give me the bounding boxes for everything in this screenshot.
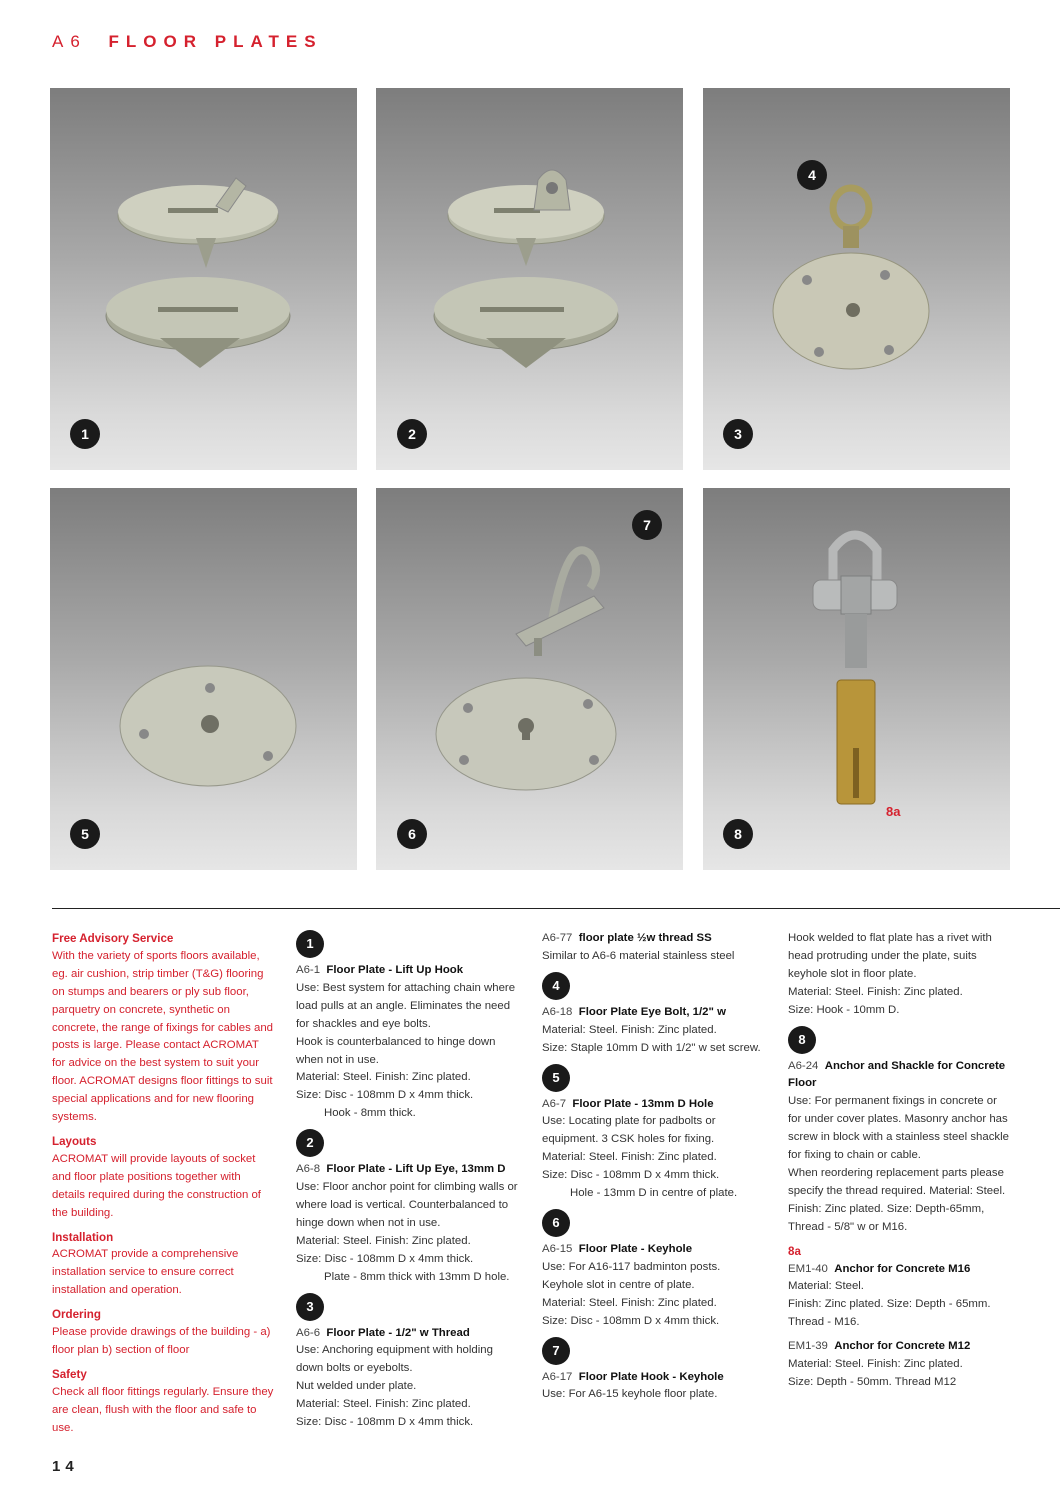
- product-name: floor plate ½w thread SS: [578, 932, 712, 944]
- photo-badge-6: 6: [397, 819, 427, 849]
- product-line: Material: Steel.: [788, 1280, 864, 1293]
- product-a6-77: [542, 930, 764, 966]
- product-a6-6: [296, 1325, 521, 1432]
- product-code: A6-15: [542, 1242, 573, 1255]
- info-text: Please provide drawings of the building - a) floor plan b) section of floor: [52, 1326, 271, 1356]
- product-name: Floor Plate - Lift Up Hook: [326, 964, 464, 976]
- product-a6-1: [296, 962, 521, 1123]
- product-badge-6: 6: [542, 1209, 570, 1237]
- product-line: Size: Staple 10mm D with 1/2" w set screw.: [542, 1041, 761, 1054]
- product-badge-3: 3: [296, 1293, 324, 1321]
- product-line: Size: Disc - 108mm D x 4mm thick.: [296, 1416, 474, 1429]
- info-heading: Installation: [52, 1230, 114, 1244]
- product-name: Anchor and Shackle for Concrete Floor: [788, 1059, 1006, 1090]
- section-divider: [52, 908, 1060, 909]
- info-section-installation: [52, 1229, 274, 1301]
- product-line: Size: Depth - 50mm. Thread M12: [788, 1375, 957, 1388]
- product-code: EM1-40: [788, 1262, 828, 1275]
- info-section-ordering: [52, 1306, 274, 1360]
- product-line: Size: Disc - 108mm D x 4mm thick.: [542, 1169, 720, 1182]
- product-name: Anchor for Concrete M12: [834, 1340, 971, 1353]
- product-em1-40: [788, 1261, 1010, 1333]
- photo-badge-4: 4: [797, 160, 827, 190]
- photo-lift-up-hook: [50, 88, 357, 470]
- anchor-shackle-illustration: [703, 488, 1010, 870]
- photo-badge-3: 3: [723, 419, 753, 449]
- info-heading: Ordering: [52, 1308, 101, 1322]
- info-section-layouts: [52, 1133, 274, 1223]
- photo-badge-8: 8: [723, 819, 753, 849]
- product-line: Material: Steel. Finish: Zinc plated.: [542, 1023, 717, 1036]
- photo-badge-1: 1: [70, 419, 100, 449]
- info-section-advisory: [52, 930, 274, 1127]
- product-label-8a: 8a: [788, 1244, 801, 1258]
- product-line: Use: Locating plate for padbolts or equipment. 3 CSK holes for fixing.: [542, 1115, 716, 1146]
- product-line: Nut welded under plate.: [296, 1380, 417, 1393]
- product-line: When reordering replacement parts please specify the thread required. Material: Steel. Finish: Zinc plated. Size: Depth-65mm, Thread - 5/8" w or M16.: [788, 1166, 1006, 1233]
- product-name: Floor Plate Eye Bolt, 1/2" w: [578, 1005, 726, 1018]
- section-code: A6: [52, 32, 87, 51]
- product-line: Hook - 8mm thick.: [324, 1107, 416, 1120]
- product-name: Floor Plate - 1/2" w Thread: [326, 1326, 470, 1339]
- product-line: Hole - 13mm D in centre of plate.: [570, 1187, 738, 1200]
- photo-badge-5: 5: [70, 819, 100, 849]
- product-line: Hook is counterbalanced to hinge down when not in use.: [296, 1035, 496, 1066]
- photo-lift-up-eye: [376, 88, 683, 470]
- product-code: A6-17: [542, 1370, 573, 1383]
- photo-13mm-hole-plate: [50, 488, 357, 870]
- info-text: With the variety of sports floors available, eg. air cushion, strip timber (T&G) flooring on stumps and bearers or ply sub floor, parquetry on concrete, synthetic on concrete, the range of fixings for cables and posts is large. Please contact ACROMAT for advice on the best system to suit your floor. ACROMAT designs floor fittings to suit special applications and for new flooring systems.: [52, 949, 273, 1124]
- product-a6-8: [296, 1161, 521, 1286]
- product-code: A6-1: [296, 964, 321, 976]
- info-heading: Free Advisory Service: [52, 932, 174, 945]
- threaded-plate-illustration: [703, 88, 1010, 470]
- product-a6-15: [542, 1241, 764, 1331]
- product-line: Size: Disc - 108mm D x 4mm thick.: [296, 1089, 474, 1102]
- product-code: A6-77: [542, 932, 573, 944]
- product-em1-39: [788, 1338, 1010, 1392]
- product-line: Size: Hook - 10mm D.: [788, 1003, 900, 1016]
- product-badge-2: 2: [296, 1129, 324, 1157]
- product-name: Floor Plate - 13mm D Hole: [572, 1097, 714, 1110]
- photo-badge-2: 2: [397, 419, 427, 449]
- product-badge-7: 7: [542, 1337, 570, 1365]
- product-code: EM1-39: [788, 1340, 828, 1353]
- product-code: A6-8: [296, 1163, 321, 1176]
- products-column-2: [542, 930, 764, 1404]
- product-line: Use: For A6-15 keyhole floor plate.: [542, 1388, 718, 1401]
- photo-anchor-shackle: [703, 488, 1010, 870]
- info-text: ACROMAT provide a comprehensive installation service to ensure correct installation and operation.: [52, 1248, 239, 1297]
- info-text: Check all floor fittings regularly. Ensure they are clean, flush with the floor and safe to use.: [52, 1385, 274, 1434]
- photo-label-8a: 8a: [886, 804, 901, 819]
- product-line: Material: Steel. Finish: Zinc plated.: [788, 1358, 963, 1371]
- product-code: A6-7: [542, 1097, 567, 1110]
- info-column: [52, 930, 274, 1437]
- info-heading: Layouts: [52, 1134, 97, 1148]
- keyhole-plate-illustration: [376, 488, 683, 870]
- product-name: Floor Plate Hook - Keyhole: [578, 1370, 724, 1383]
- products-column-1: [296, 930, 521, 1432]
- product-line: Use: Anchoring equipment with holding down bolts or eyebolts.: [296, 1344, 493, 1375]
- product-a6-7: [542, 1096, 764, 1203]
- product-code: A6-18: [542, 1005, 573, 1018]
- product-a6-18: [542, 1004, 764, 1058]
- product-line: Size: Disc - 108mm D x 4mm thick.: [296, 1252, 474, 1265]
- info-heading: Safety: [52, 1367, 87, 1381]
- info-section-safety: [52, 1366, 274, 1438]
- product-line: Material: Steel. Finish: Zinc plated.: [542, 1151, 717, 1164]
- product-name: Floor Plate - Keyhole: [578, 1242, 693, 1255]
- lift-up-eye-illustration: [376, 88, 683, 470]
- products-column-3: [788, 930, 1010, 1392]
- page-header: [52, 32, 323, 52]
- product-line: Use: Best system for attaching chain where load pulls at an angle. Eliminates the need for shackles and eye bolts.: [296, 981, 516, 1030]
- product-line: Similar to A6-6 material stainless steel: [542, 949, 735, 962]
- page-title: FLOOR PLATES: [108, 32, 323, 51]
- product-line: Use: For permanent fixings in concrete or for under cover plates. Masonry anchor has screw in block with a stainless steel shackle for fixing to chain or cable.: [788, 1095, 1009, 1162]
- photo-badge-7: 7: [632, 510, 662, 540]
- product-line: Thread - M16.: [788, 1316, 860, 1329]
- product-name: Anchor for Concrete M16: [834, 1262, 971, 1275]
- info-text: ACROMAT will provide layouts of socket and floor plate positions together with details required during the construction of the building.: [52, 1152, 261, 1219]
- product-line: Material: Steel. Finish: Zinc plated.: [296, 1071, 471, 1084]
- product-line: Use: For A16-117 badminton posts. Keyhole slot in centre of plate.: [542, 1260, 721, 1291]
- product-badge-8: 8: [788, 1026, 816, 1054]
- product-badge-4: 4: [542, 972, 570, 1000]
- product-line: Hook welded to flat plate has a rivet with head protruding under the plate, suits keyhole slot in floor plate.: [788, 932, 992, 980]
- product-line: Material: Steel. Finish: Zinc plated.: [788, 985, 963, 998]
- product-line: Use: Floor anchor point for climbing walls or where load is vertical. Counterbalanced to hinge down when not in use.: [296, 1181, 518, 1229]
- product-badge-5: 5: [542, 1064, 570, 1092]
- photo-threaded-plate: [703, 88, 1010, 470]
- product-badge-1: 1: [296, 930, 324, 958]
- product-line: Plate - 8mm thick with 13mm D hole.: [324, 1270, 510, 1283]
- product-line: Size: Disc - 108mm D x 4mm thick.: [542, 1314, 720, 1327]
- photo-keyhole-plate: [376, 488, 683, 870]
- product-line: Material: Steel. Finish: Zinc plated.: [296, 1234, 471, 1247]
- product-line: Material: Steel. Finish: Zinc plated.: [542, 1296, 717, 1309]
- product-code: A6-6: [296, 1326, 321, 1339]
- product-a6-17: [542, 1369, 764, 1405]
- lift-up-hook-illustration: [50, 88, 357, 470]
- product-line: Finish: Zinc plated. Size: Depth - 65mm.: [788, 1298, 991, 1311]
- hole-plate-illustration: [50, 488, 357, 870]
- product-line: Material: Steel. Finish: Zinc plated.: [296, 1398, 471, 1411]
- product-name: Floor Plate - Lift Up Eye, 13mm D: [326, 1163, 506, 1176]
- product-a6-24: [788, 1058, 1010, 1237]
- page-number: 14: [52, 1458, 79, 1475]
- product-code: A6-24: [788, 1059, 819, 1072]
- product-a6-17-continued: [788, 930, 1010, 1020]
